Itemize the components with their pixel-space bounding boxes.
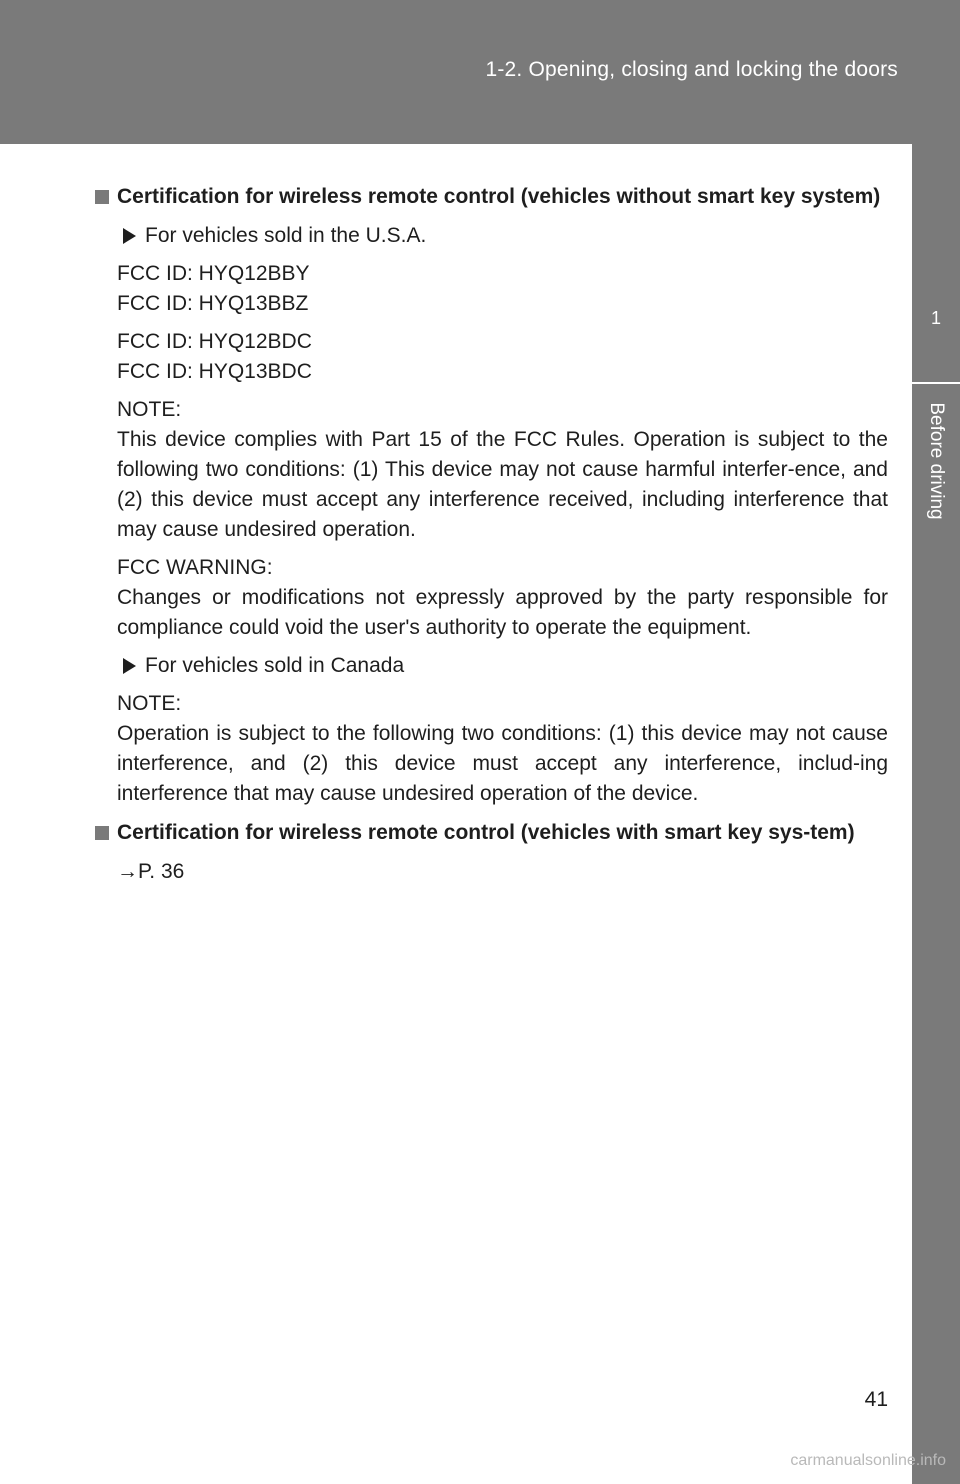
fcc-warning-label: FCC WARNING:: [117, 556, 273, 579]
footer-watermark: carmanualsonline.info: [790, 1452, 946, 1469]
page-reference-link[interactable]: →P. 36: [117, 860, 185, 883]
side-tab-number: 1: [930, 308, 941, 328]
square-bullet-icon: [95, 190, 109, 204]
note-usa-text: This device complies with Part 15 of the FCC Rules. Operation is subject to the following two conditions: (1) This device may not cause harmful interfer-ence, and (2) this device must accept any interference received, including interference that may cause undesired operation.: [117, 428, 888, 541]
fcc-id-line: FCC ID: HYQ12BBY: [117, 262, 310, 285]
fcc-warning-text: Changes or modifications not expressly approved by the party responsible for compliance could void the user's authority to operate the equipment.: [117, 586, 888, 639]
note-label: NOTE:: [117, 692, 182, 715]
bullet-text: For vehicles sold in Canada: [145, 654, 405, 677]
side-tab-strip: [912, 384, 960, 1484]
side-tab-label: Before driving: [926, 402, 947, 520]
fcc-id-line: FCC ID: HYQ13BDC: [117, 360, 312, 383]
page-header: [0, 0, 960, 144]
heading-text: Certification for wireless remote control (vehicles without smart key system): [117, 185, 881, 208]
side-tab-label-area: [912, 386, 960, 536]
triangle-bullet-icon: [123, 658, 136, 674]
section-heading-with-smart-key: [117, 818, 888, 848]
bullet-text: For vehicles sold in the U.S.A.: [145, 224, 427, 247]
section-heading-without-smart-key: [117, 182, 888, 212]
page-content: [117, 182, 888, 887]
fcc-id-line: FCC ID: HYQ12BDC: [117, 330, 312, 353]
heading-text: Certification for wireless remote control (vehicles with smart key sys-tem): [117, 821, 855, 844]
note-canada-text: Operation is subject to the following two conditions: (1) this device may not cause interference, and (2) this device must accept any interference, includ-ing interference that may cause undesired operation of the device.: [117, 722, 888, 805]
fcc-id-line: FCC ID: HYQ13BBZ: [117, 292, 309, 315]
usa-bullet: [117, 221, 888, 251]
note-label: NOTE:: [117, 398, 182, 421]
section-title: 1-2. Opening, closing and locking the doors: [485, 58, 898, 81]
page-number: 41: [864, 1388, 888, 1411]
square-bullet-icon: [95, 826, 109, 840]
side-tab-number-block: [912, 144, 960, 384]
canada-bullet: [117, 651, 888, 681]
triangle-bullet-icon: [123, 228, 136, 244]
